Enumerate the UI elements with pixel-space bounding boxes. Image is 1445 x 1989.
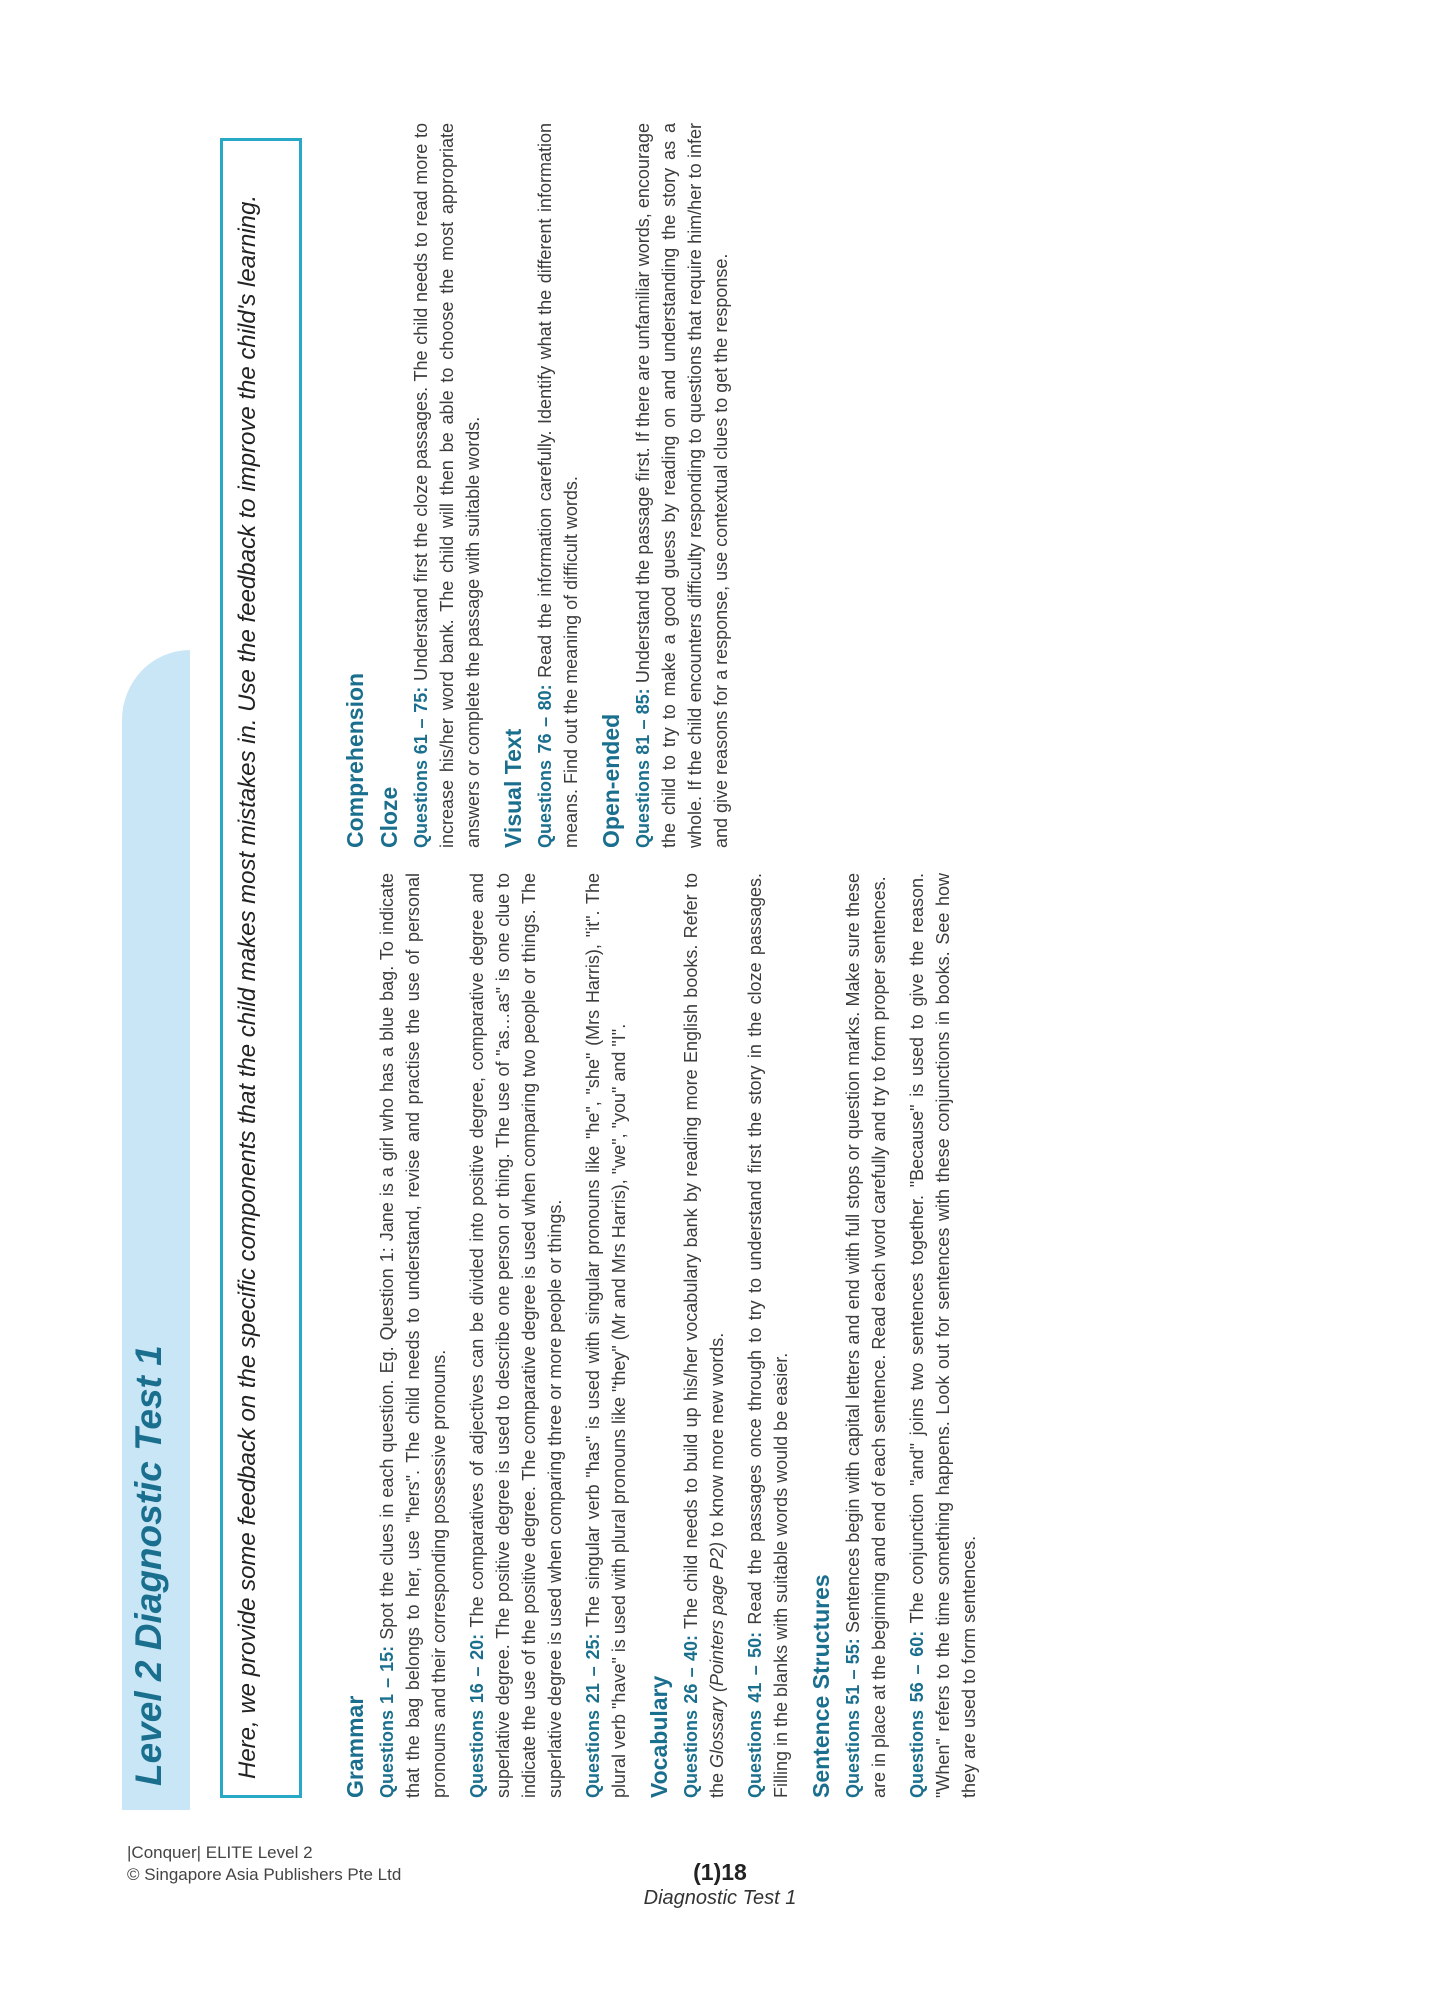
- sentence-structures-heading: Sentence Structures: [808, 1574, 834, 1798]
- page-title: Level 2 Diagnostic Test 1: [128, 1345, 169, 1786]
- rotated-page: [122, 110, 979, 1810]
- comprehension-heading: Comprehension: [342, 672, 368, 848]
- title-band: [122, 650, 190, 1810]
- footer-copyright: © Singapore Asia Publishers Pte Ltd: [127, 1865, 402, 1884]
- open-ended-heading: Open-ended: [598, 713, 624, 848]
- vocabulary-heading: Vocabulary: [646, 1675, 672, 1798]
- grammar-heading: Grammar: [342, 1695, 368, 1798]
- page-label: Diagnostic Test 1: [643, 1887, 797, 1909]
- right-column: [340, 123, 746, 848]
- left-column: [340, 873, 994, 1798]
- visual-text-heading: Visual Text: [500, 728, 526, 848]
- intro-box: Here, we provide some feedback on the specific components that the child makes most mistakes in. Use the feedback to improve the child's learning.: [220, 138, 302, 1798]
- sentence-item: Questions 51 – 55: Sentences begin with capital letters and end with full stops or question marks. Make sure these are in place at the beginning and end of each sentence. Read each word carefully and try to form proper sentences.: [843, 873, 889, 1798]
- cloze-heading: Cloze: [376, 786, 402, 848]
- cloze-item: Questions 61 – 75: Understand first the cloze passages. The child needs to read more to increase his/her word bank. The child will then be able to choose the most appropriate answers or complete the passage with suitable words.: [411, 123, 483, 848]
- sentence-item: Questions 56 – 60: The conjunction "and" joins two sentences together. "Because" is used to give the reason. "When" refers to the time something happens. Look out for sentences with these conjunctions in books. See how they are used to form sentences.: [907, 873, 979, 1798]
- vocabulary-item: Questions 41 – 50: Read the passages once through to try to understand first the story in the cloze passages. Filling in the blanks with suitable words would be easier.: [745, 873, 791, 1798]
- vocabulary-item: Questions 26 – 40: The child needs to build up his/her vocabulary bank by reading more English books. Refer to the Glossary (Pointers page P2) to know more new words.: [681, 873, 727, 1798]
- footer-publisher: [127, 1842, 401, 1886]
- grammar-item: Questions 16 – 20: The comparatives of adjectives can be divided into positive degree, comparative degree and superlative degree. The positive degree is used to describe one person or thing. The use of "as…as" is one clue to indicate the use of the positive degree. The comparative degree is used when comparing two people or things. The superlative degree is used when comparing three or more people or things.: [467, 873, 565, 1798]
- footer-page: [620, 1858, 820, 1910]
- grammar-item: Questions 21 – 25: The singular verb "has" is used with singular pronouns like "he", "she" (Mrs Harris), "it". The plural verb "have" is used with plural pronouns like "they" (Mr and Mrs Harris), "we", "you" and "I".: [583, 873, 629, 1798]
- page-number: (1)18: [693, 1859, 747, 1885]
- open-ended-item: Questions 81 – 85: Understand the passage first. If there are unfamiliar words, encourage the child to try to make a good guess by reading on and understanding the story as a whole. If the child encounters difficulty responding to questions that require him/her to infer and give reasons for a response, use contextual clues to get the response.: [633, 123, 731, 848]
- grammar-item: Questions 1 – 15: Spot the clues in each question. Eg. Question 1: Jane is a girl who has a blue bag. To indicate that the bag belongs to her, use "hers". The child needs to understand, revise and practise the use of personal pronouns and their corresponding possessive pronouns.: [377, 873, 449, 1798]
- visual-text-item: Questions 76 – 80: Read the information carefully. Identify what the different information means. Find out the meaning of difficult words.: [535, 123, 581, 848]
- footer-book-title: |Conquer| ELITE Level 2: [127, 1843, 313, 1862]
